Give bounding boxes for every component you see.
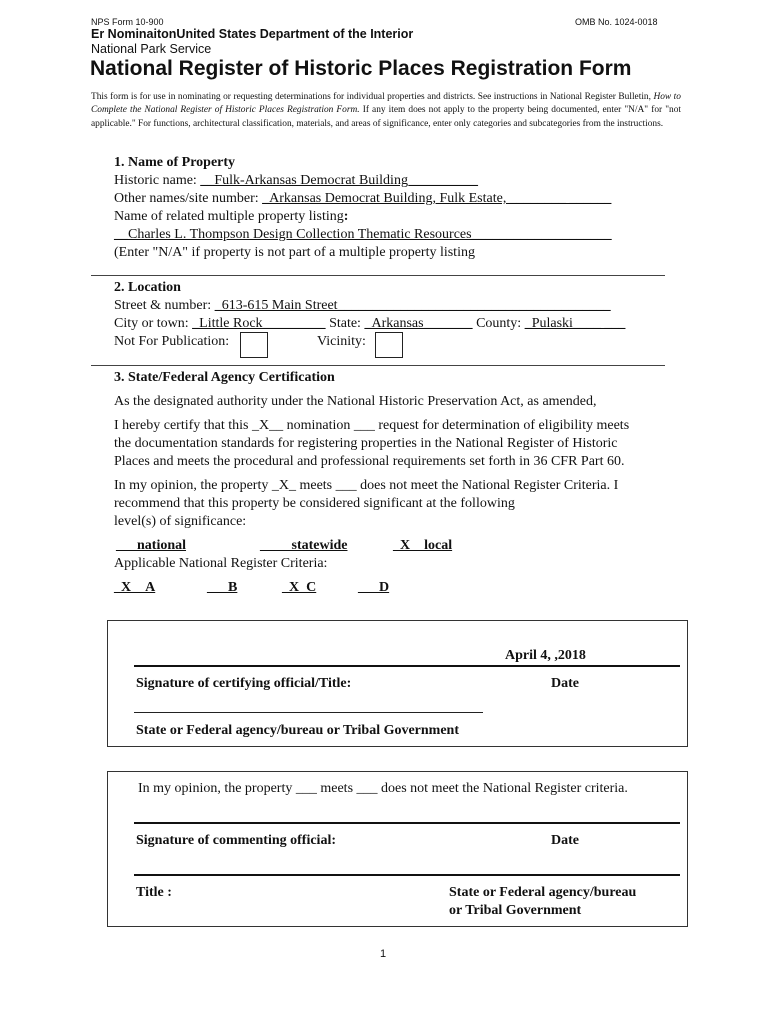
criteria-d: ___D (358, 580, 390, 595)
county-value: _Pulaski____ ___ (524, 316, 626, 331)
commenting-title-label: Title : (136, 885, 172, 900)
related-listing-label: Name of related multiple property listing: (114, 209, 349, 224)
divider-2 (91, 365, 665, 366)
page-number: 1 (380, 948, 387, 960)
street-value: _613-615 Main Street_______________________________________ (214, 298, 611, 313)
vicinity-checkbox[interactable] (375, 332, 403, 358)
commenting-signature-label: Signature of commenting official: (136, 833, 336, 848)
commenting-opinion: In my opinion, the property ___ meets ___ does not meet the National Register criteria. (138, 781, 628, 796)
criteria-b: ___B (207, 580, 238, 595)
omb-number: OMB No. 1024-0018 (575, 17, 658, 27)
state-value: _Arkansas_______ (364, 316, 473, 331)
level-national: ___national (116, 538, 187, 553)
historic-name-value: __Fulk-Arkansas Democrat Building__________ (200, 173, 478, 188)
related-listing-note: (Enter "N/A" if property is not part of a multiple property listing (114, 245, 475, 260)
agency-signature-line[interactable] (134, 712, 483, 713)
section-3-heading: 3. State/Federal Agency Certification (114, 370, 335, 385)
criteria-a: _X__A (114, 580, 156, 595)
historic-name-row: Historic name: __Fulk-Arkansas Democrat Building__________ (114, 173, 478, 188)
commenting-date-label: Date (551, 833, 579, 848)
certify-line-1: I hereby certify that this _X__ nomination ___ request for determination of eligibility meets (114, 418, 630, 433)
certifying-signature-label: Signature of certifying official/Title: (136, 676, 352, 691)
level-statewide: __ __statewide (260, 538, 348, 553)
form-number: NPS Form 10-900 (91, 17, 164, 27)
commenting-agency-line-1: State or Federal agency/bureau (449, 885, 637, 900)
commenting-title-line[interactable] (134, 874, 680, 876)
section-1-heading: 1. Name of Property (114, 155, 236, 170)
not-for-publication-checkbox[interactable] (240, 332, 268, 358)
city-state-county-row: City or town: _Little Rock_________ State: _Arkansas_______ County: _Pulaski____ ___ (114, 316, 626, 331)
page-title: National Register of Historic Places Registration Form (90, 57, 632, 80)
opinion-line-1: In my opinion, the property _X_ meets ___ does not meet the National Register Criteria. I (114, 478, 619, 493)
level-local: _X__local (393, 538, 453, 553)
certifying-agency-label: State or Federal agency/bureau or Tribal Government (136, 723, 460, 738)
commenting-agency-line-2: or Tribal Government (449, 903, 582, 918)
certification-date-value: April 4, ,2018 (505, 648, 586, 663)
agency-name: Er NominaitonUnited States Department of the Interior (91, 27, 414, 41)
certifying-signature-line[interactable] (134, 665, 680, 667)
opinion-line-3: level(s) of significance: (114, 514, 247, 529)
other-names-value: _Arkansas Democrat Building, Fulk Estate, ________ ______ (262, 191, 612, 206)
opinion-line-2: recommend that this property be considered significant at the following (114, 496, 515, 511)
commenting-signature-line[interactable] (134, 822, 680, 824)
vicinity-label: Vicinity: (317, 334, 366, 349)
service-name: National Park Service (91, 42, 212, 56)
city-value: _Little Rock_________ (192, 316, 326, 331)
certifying-date-label: Date (551, 676, 579, 691)
criteria-c: _X_C (282, 580, 317, 595)
other-names-row: Other names/site number: _Arkansas Democrat Building, Fulk Estate, ________ ______ (114, 191, 612, 206)
authority-line: As the designated authority under the National Historic Preservation Act, as amended, (114, 394, 597, 409)
intro-paragraph: This form is for use in nominating or requesting determinations for individual properties and districts. See instructions in National Register Bulletin, How to Complete the National Register of Historic Places Registration Form. If any item does not apply to the property being documented, enter "N/A" for "not applicable." For functions, architectural classification, materials, and areas of significance, enter only categories and subcategories from the instructions. (91, 92, 682, 129)
criteria-label: Applicable National Register Criteria: (114, 556, 328, 571)
section-2-heading: 2. Location (114, 280, 181, 295)
certify-line-3: Places and meets the procedural and professional requirements set forth in 36 CFR Part 60. (114, 454, 625, 469)
not-for-publication-label: Not For Publication: (114, 334, 230, 349)
bulletin-title: How to Complete the National Register of Historic Places Registration Form. (91, 92, 681, 116)
related-listing-value: __Charles L. Thompson Design Collection Thematic Resources____________________ (114, 227, 612, 242)
divider-1 (91, 275, 665, 276)
street-row: Street & number: _613-615 Main Street_______________________________________ (114, 298, 611, 313)
certify-line-2: the documentation standards for registering properties in the National Register of Historic (114, 436, 618, 451)
